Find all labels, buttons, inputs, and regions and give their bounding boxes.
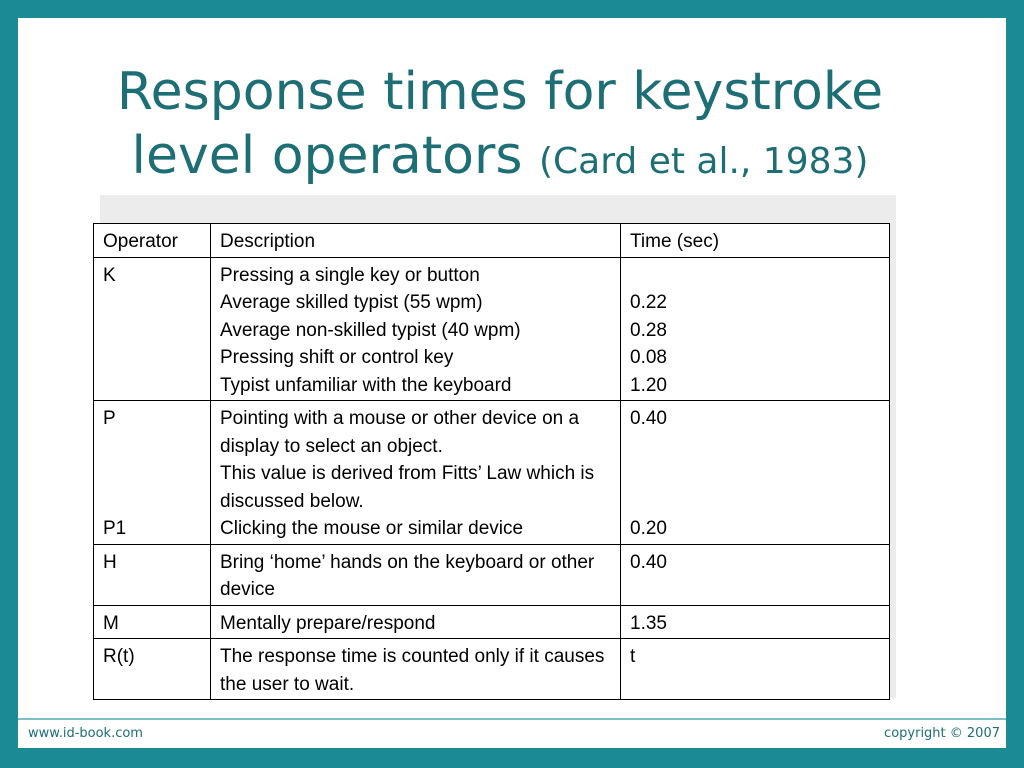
footer-bar — [18, 720, 1006, 748]
time-cell-line — [630, 433, 880, 461]
operator-cell-line — [103, 344, 201, 372]
operator-cell — [94, 639, 211, 700]
operator-cell — [94, 544, 211, 605]
time-cell-line: 1.20 — [630, 374, 667, 396]
operator-cell — [94, 605, 211, 639]
operator-cell-line: M — [103, 612, 119, 634]
time-cell-line — [630, 576, 880, 604]
time-cell-line — [630, 262, 880, 290]
table-row — [94, 401, 890, 545]
header-operator: Operator — [94, 224, 211, 258]
operator-cell-line — [103, 372, 201, 400]
operator-cell-line — [103, 671, 201, 699]
operator-cell-line: P1 — [103, 518, 127, 539]
footer-website-link[interactable]: www.id-book.com — [28, 726, 143, 741]
time-cell-line — [630, 488, 880, 516]
time-cell — [621, 639, 890, 700]
operator-cell-line — [103, 289, 201, 317]
time-cell-line: 0.28 — [630, 319, 667, 341]
operator-cell-line — [103, 576, 201, 604]
table-row — [94, 605, 890, 639]
title-line-2-text: level operators — [131, 126, 523, 186]
title-line-1: Response times for keystroke — [116, 62, 884, 122]
operator-cell — [94, 257, 211, 401]
operator-cell-line — [103, 433, 201, 461]
table-row — [94, 639, 890, 700]
footer-copyright: copyright © 2007 — [884, 726, 1000, 741]
table-row — [94, 257, 890, 401]
description-cell-line: display to select an object. — [220, 435, 443, 457]
description-cell-line: Bring ‘home’ hands on the keyboard or other — [220, 551, 595, 573]
header-description: Description — [211, 224, 621, 258]
slide-title — [0, 60, 1000, 194]
time-cell-line: 0.20 — [630, 518, 667, 539]
description-cell-line: Pressing a single key or button — [220, 264, 480, 286]
description-cell — [211, 639, 621, 700]
time-cell-line — [630, 460, 880, 488]
description-cell — [211, 257, 621, 401]
title-citation: (Card et al., 1983) — [538, 141, 869, 182]
header-time: Time (sec) — [621, 224, 890, 258]
description-cell-line: Average non-skilled typist (40 wpm) — [220, 319, 521, 341]
table-header-row — [94, 224, 890, 258]
operator-cell-line — [103, 460, 201, 488]
time-cell-line — [630, 671, 880, 699]
operator-times-table — [93, 223, 890, 700]
time-cell — [621, 605, 890, 639]
time-cell — [621, 544, 890, 605]
description-cell-line: device — [220, 579, 275, 600]
time-cell — [621, 257, 890, 401]
operator-cell-line — [103, 488, 201, 516]
time-cell-line: 0.40 — [630, 551, 667, 573]
time-cell-line: t — [630, 646, 636, 667]
description-cell-line: Typist unfamiliar with the keyboard — [220, 374, 512, 396]
time-cell — [621, 401, 890, 545]
description-cell-line: discussed below. — [220, 490, 364, 512]
operator-cell-line: P — [103, 408, 116, 429]
time-cell-line: 0.22 — [630, 292, 667, 313]
description-cell-line: The response time is counted only if it causes — [220, 646, 605, 667]
time-cell-line: 0.08 — [630, 347, 667, 368]
time-cell-line: 1.35 — [630, 612, 667, 634]
description-cell — [211, 401, 621, 545]
description-cell-line: Pointing with a mouse or other device on a — [220, 408, 580, 429]
description-cell-line: Clicking the mouse or similar device — [220, 518, 524, 539]
operator-cell-line: H — [103, 551, 117, 573]
description-cell-line: Mentally prepare/respond — [220, 612, 436, 634]
description-cell-line: the user to wait. — [220, 673, 355, 695]
operator-cell-line: K — [103, 264, 116, 286]
description-cell-line: Average skilled typist (55 wpm) — [220, 292, 483, 313]
operator-cell-line — [103, 317, 201, 345]
description-cell — [211, 605, 621, 639]
operator-cell-line: R(t) — [103, 646, 135, 667]
table-row — [94, 544, 890, 605]
operator-cell — [94, 401, 211, 545]
description-cell-line: This value is derived from Fitts’ Law which is — [220, 463, 595, 484]
time-cell-line: 0.40 — [630, 408, 667, 429]
description-cell-line: Pressing shift or control key — [220, 347, 454, 368]
description-cell — [211, 544, 621, 605]
title-line-2 — [0, 124, 1000, 194]
